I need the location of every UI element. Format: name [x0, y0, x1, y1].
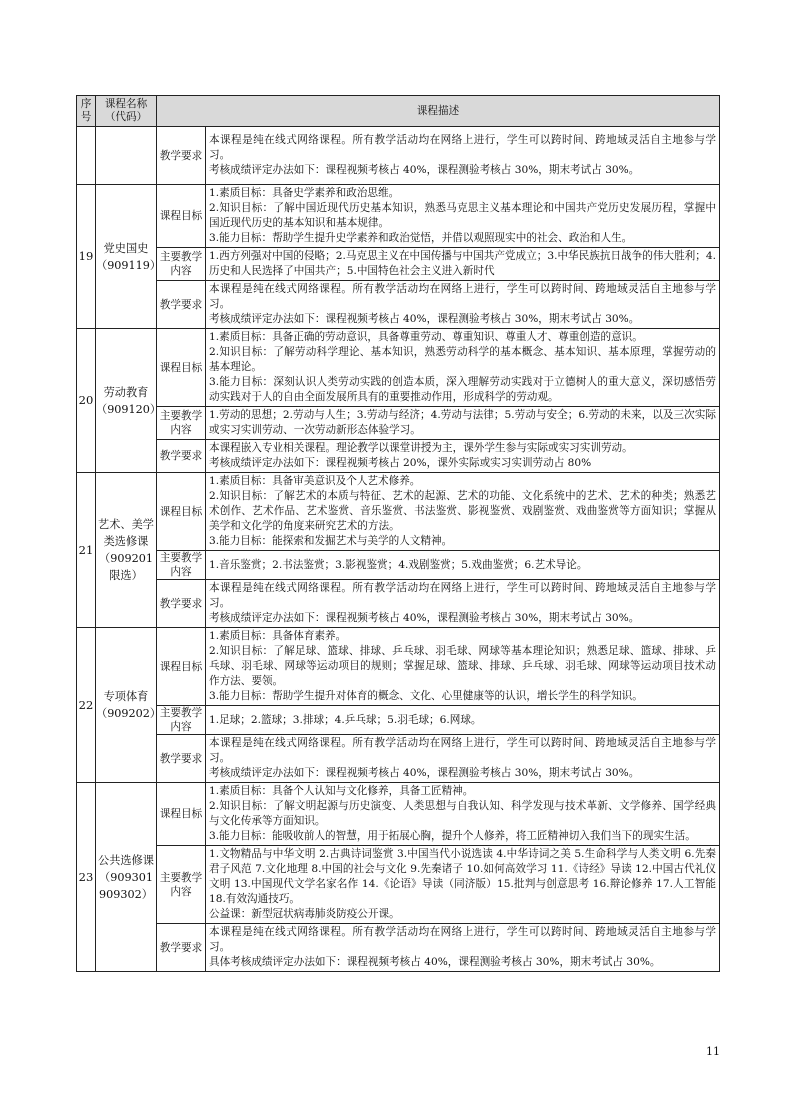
teach-req-label: 教学要求 [157, 281, 206, 329]
table-row [77, 551, 720, 580]
main-content-label: 主要教学内容 [157, 407, 206, 440]
table-row [77, 248, 720, 281]
description-line: 本课程是纯在线式网络课程。所有教学活动均在网络上进行，学生可以跨时间、跨地域灵活自主地参与学习。 [209, 737, 716, 764]
description-line: 本课程是纯在线式网络课程。所有教学活动均在网络上进行，学生可以跨时间、跨地域灵活自主地参与学习。 [209, 283, 716, 310]
row-label: 教学要求 [157, 127, 206, 185]
course-number: 19 [77, 185, 96, 329]
main-content-description [206, 846, 720, 924]
description-line: 本课程是纯在线式网络课程。所有教学活动均在网络上进行，学生可以跨时间、跨地域灵活自主地参与学习。 [209, 926, 716, 953]
course-name: 公共选修课（909301 909302） [96, 783, 157, 972]
course-name: 艺术、美学类选修课（909201限选） [96, 473, 157, 628]
description-line: 考核成绩评定办法如下：课程视频考核占 40%，课程测验考核占 30%，期末考试占 30%。 [209, 767, 640, 779]
table-row [77, 924, 720, 972]
description-line: 2.知识目标：了解中国近现代历史基本知识，熟悉马克思主义基本理论和中国共产党历史发展历程，掌握中国近现代历史的基本知识和基本规律。 [209, 202, 716, 229]
description-line: 3.能力目标：深刻认识人类劳动实践的创造本质，深入理解劳动实践对于立德树人的重大意义，深切感悟劳动实践对于人的自由全面发展所具有的重要推动作用，形成科学的劳动观。 [209, 376, 716, 403]
course-goal-label: 课程目标 [157, 185, 206, 248]
table-row [77, 185, 720, 248]
description-line: 2.知识目标：了解足球、篮球、排球、乒乓球、羽毛球、网球等基本理论知识；熟悉足球、篮球、排球、乒乓球、羽毛球、网球等运动项目的规则；掌握足球、篮球、排球、乒乓球、羽毛球、网球等运动项目技术动作方法、要领。 [209, 645, 716, 687]
description-line: 1.素质目标：具备史学素养和政治思维。 [209, 187, 400, 199]
main-content-description [206, 248, 720, 281]
teach-req-description [206, 735, 720, 783]
main-content-description [206, 706, 720, 735]
description-line: 公益课：新型冠状病毒肺炎防疫公开课。 [209, 908, 400, 920]
header-course-desc: 课程描述 [157, 96, 720, 127]
header-course-name: 课程名称（代码） [96, 96, 157, 127]
teach-req-description [206, 580, 720, 628]
description-line: 2.知识目标：了解劳动科学理论、基本知识，熟悉劳动科学的基本概念、基本知识、基本原理，掌握劳动的基本理论。 [209, 346, 716, 373]
description-line: 本课程是纯在线式网络课程。所有教学活动均在网络上进行，学生可以跨时间、跨地域灵活自主地参与学习。 [209, 134, 716, 161]
teach-req-label: 教学要求 [157, 580, 206, 628]
table-row [77, 735, 720, 783]
course-number: 20 [77, 329, 96, 473]
course-name-cell [96, 127, 157, 185]
description-line: 本课程是纯在线式网络课程。所有教学活动均在网络上进行，学生可以跨时间、跨地域灵活自主地参与学习。 [209, 582, 716, 609]
table-header-row [77, 96, 720, 127]
teach-req-label: 教学要求 [157, 735, 206, 783]
course-number: 22 [77, 628, 96, 783]
main-content-label: 主要教学内容 [157, 551, 206, 580]
description-line: 3.能力目标：帮助学生提升史学素养和政治觉悟，并借以观照现实中的社会、政治和人生。 [209, 232, 633, 244]
description-cell [206, 127, 720, 185]
course-table [76, 95, 720, 972]
table-row [77, 580, 720, 628]
main-content-label: 主要教学内容 [157, 846, 206, 924]
course-name: 劳动教育（909120） [96, 329, 157, 473]
table-row [77, 706, 720, 735]
table-row [77, 281, 720, 329]
description-line: 1.素质目标：具备审美意识及个人艺术修养。 [209, 475, 421, 487]
description-line: 3.能力目标：帮助学生提升对体育的概念、文化、心里健康等的认识，增长学生的科学知识。 [209, 690, 643, 702]
main-content-description [206, 551, 720, 580]
course-number: 23 [77, 783, 96, 972]
teach-req-label: 教学要求 [157, 924, 206, 972]
course-goal-label: 课程目标 [157, 783, 206, 846]
description-line: 考核成绩评定办法如下：课程视频考核占 40%，课程测验考核占 30%，期末考试占 30%。 [209, 612, 640, 624]
description-line: 具体考核成绩评定办法如下：课程视频考核占 40%，课程测验考核占 30%，期末考试占 30%。 [209, 956, 661, 968]
page-number: 11 [706, 1045, 720, 1058]
course-name: 党史国史（909119） [96, 185, 157, 329]
course-goal-description [206, 329, 720, 407]
course-goal-label: 课程目标 [157, 473, 206, 551]
description-line: 1.素质目标：具备体育素养。 [209, 630, 347, 642]
main-content-label: 主要教学内容 [157, 706, 206, 735]
teach-req-description [206, 281, 720, 329]
table-row [77, 127, 720, 185]
table-row [77, 329, 720, 407]
description-line: 考核成绩评定办法如下：课程视频考核占 20%，课外实际或实习实训劳动占 80% [209, 457, 592, 469]
course-goal-label: 课程目标 [157, 628, 206, 706]
description-line: 1.素质目标：具备个人认知与文化修养，具备工匠精神。 [209, 785, 474, 797]
description-line: 1.音乐鉴赏；2.书法鉴赏；3.影视鉴赏；4.戏剧鉴赏；5.戏曲鉴赏；6.艺术导论。 [209, 558, 588, 571]
main-content-label: 主要教学内容 [157, 248, 206, 281]
teach-req-label: 教学要求 [157, 440, 206, 473]
course-goal-description [206, 473, 720, 551]
description-line: 1.素质目标：具备正确的劳动意识，具备尊重劳动、尊重知识、尊重人才、尊重创造的意识。 [209, 331, 643, 343]
course-goal-description [206, 783, 720, 846]
description-line: 2.知识目标：了解文明起源与历史演变、人类思想与自我认知、科学发现与技术革新、文学修养、国学经典与文化传承等方面知识。 [209, 800, 716, 827]
table-row [77, 440, 720, 473]
table-row [77, 783, 720, 846]
header-seq: 序号 [77, 96, 96, 127]
course-goal-description [206, 628, 720, 706]
main-content-description [206, 407, 720, 440]
course-goal-label: 课程目标 [157, 329, 206, 407]
course-number: 21 [77, 473, 96, 628]
description-line: 1.足球；2.篮球；3.排球；4.乒乓球；5.羽毛球；6.网球。 [209, 713, 482, 726]
table-row [77, 628, 720, 706]
description-line: 3.能力目标：能吸收前人的智慧，用于拓展心胸，提升个人修养，将工匠精神切入我们当下的现实生活。 [209, 830, 696, 842]
description-line: 2.知识目标：了解艺术的本质与特征、艺术的起源、艺术的功能、文化系统中的艺术、艺术的种类；熟悉艺术创作、艺术作品、艺术鉴赏、音乐鉴赏、书法鉴赏、影视鉴赏、戏剧鉴赏、戏曲鉴赏等方面知识；掌握从美学和文化学的角度来研究艺术的方法。 [209, 490, 716, 532]
description-line: 考核成绩评定办法如下：课程视频考核占 40%，课程测验考核占 30%，期末考试占 30%。 [209, 313, 640, 325]
seq-cell [77, 127, 96, 185]
teach-req-description [206, 924, 720, 972]
description-line: 本课程嵌入专业相关课程。理论教学以课堂讲授为主，课外学生参与实际或实习实训劳动。 [209, 442, 633, 454]
table-row [77, 846, 720, 924]
table-row [77, 473, 720, 551]
table-row [77, 407, 720, 440]
description-line: 考核成绩评定办法如下：课程视频考核占 40%，课程测验考核占 30%，期末考试占 30%。 [209, 164, 640, 176]
course-goal-description [206, 185, 720, 248]
description-line: 1.劳动的思想；2.劳动与人生；3.劳动与经济；4.劳动与法律；5.劳动与安全；6.劳动的未来，以及三次实际或实习实训劳动、一次劳动新形态体验学习。 [209, 409, 716, 436]
description-line: 3.能力目标：能探索和发掘艺术与美学的人文精神。 [209, 535, 453, 547]
teach-req-description [206, 440, 720, 473]
course-name: 专项体育（909202） [96, 628, 157, 783]
description-line: 1.西方列强对中国的侵略；2.马克思主义在中国传播与中国共产党成立；3.中华民族抗日战争的伟大胜利；4.历史和人民选择了中国共产；5.中国特色社会主义进入新时代 [209, 250, 716, 277]
description-line: 1.文物精品与中华文明 2.古典诗词鉴赏 3.中国当代小说选读 4.中华诗词之美 5.生命科学与人类文明 6.先秦君子风范 7.文化地理 8.中国的社会与文化 9.先秦诸子 10.如何高效学习 11.《诗经》导读 12.中国古代礼仪文明 13.中国现代文学名家名作 14.《论语》导读（同济版）15.批判与创意思考 16.辩论修养 17.人工智能 18.有效沟通技巧。 [209, 848, 716, 905]
